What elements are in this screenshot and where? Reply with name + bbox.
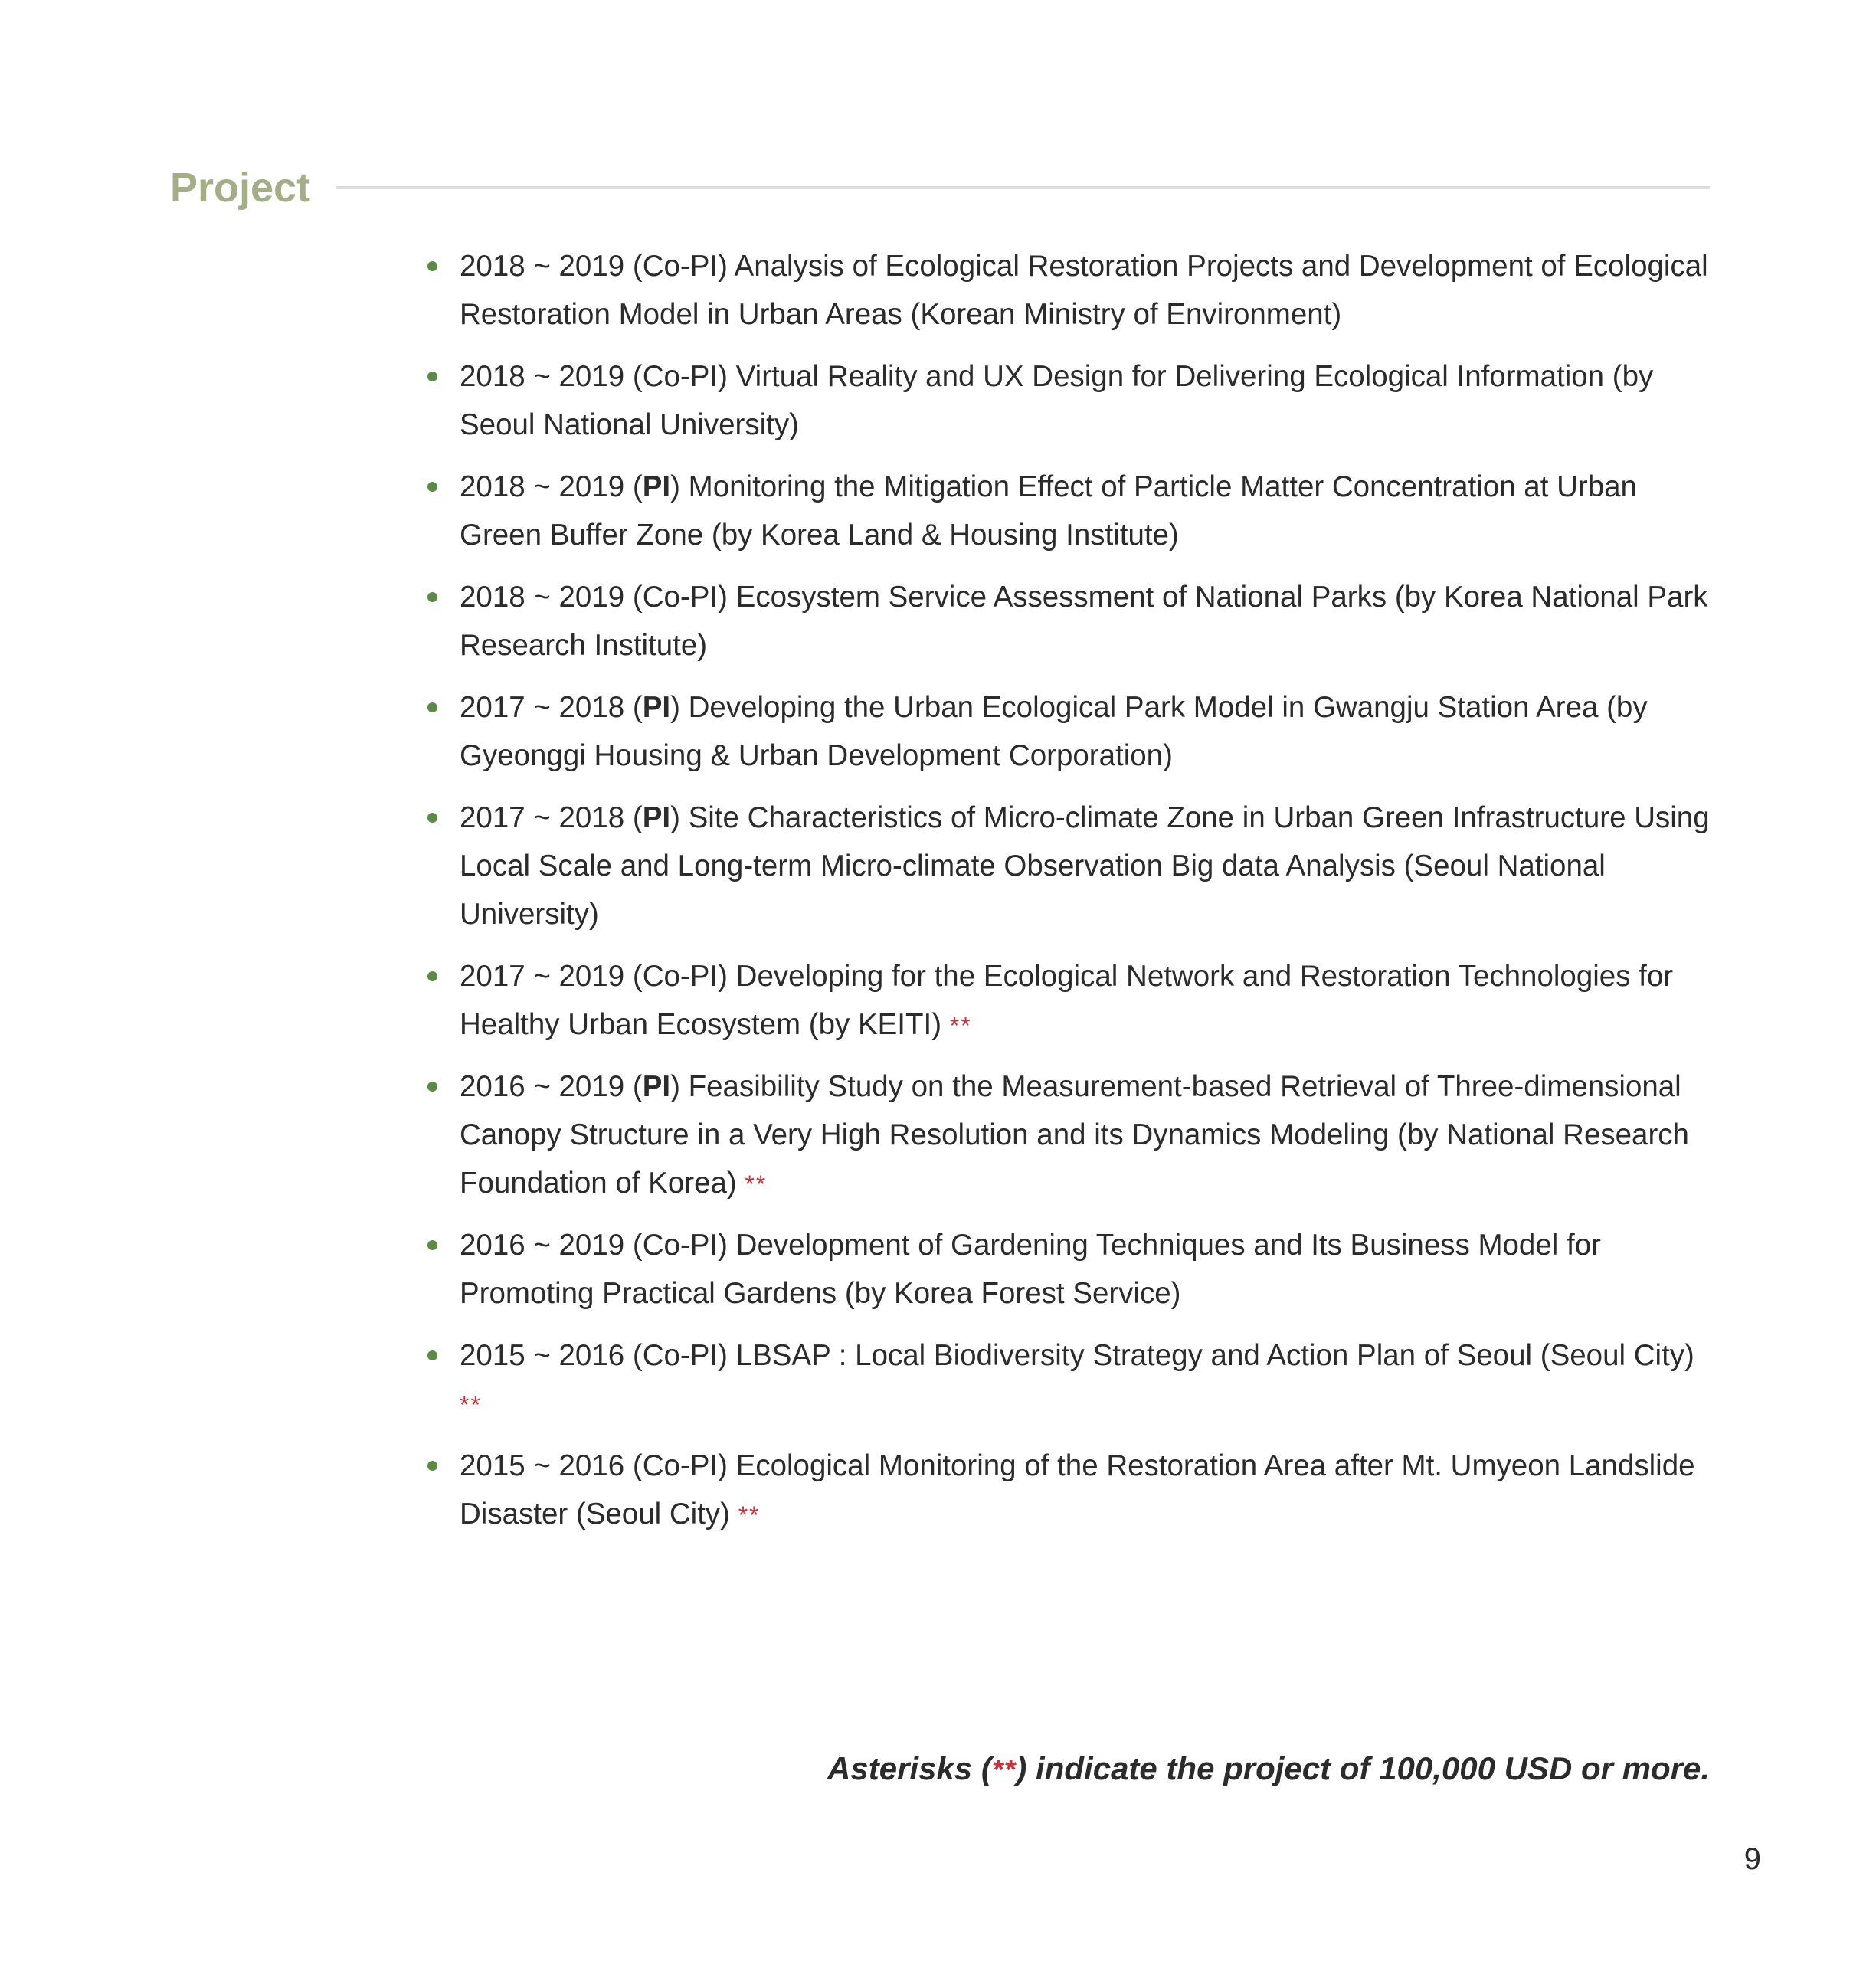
- project-role-wrap: (Co-PI): [632, 1339, 728, 1372]
- project-role-wrap: (PI): [632, 470, 680, 503]
- project-item: [425, 1221, 1712, 1319]
- funding-marker: **: [949, 1012, 972, 1039]
- bullet-icon: [427, 592, 437, 602]
- project-role-wrap: (Co-PI): [632, 581, 728, 614]
- project-role-wrap: (PI): [632, 691, 680, 724]
- project-title: Monitoring the Mitigation Effect of Particle Matter Concentration at Urban Green Buffer Zone (by Korea Land & Housing Institute): [460, 470, 1637, 552]
- footnote-marker: **: [991, 1754, 1017, 1786]
- section-title: Project: [170, 165, 311, 211]
- project-role: Co-PI: [642, 1449, 719, 1482]
- project-role: Co-PI: [642, 581, 719, 614]
- project-item: [425, 952, 1712, 1050]
- footnote-prefix: Asterisks (: [827, 1750, 992, 1786]
- project-title: Development of Gardening Techniques and Its Business Model for Promoting Practical Gardens (by Korea Forest Service): [460, 1229, 1601, 1310]
- project-title: Analysis of Ecological Restoration Projects and Development of Ecological Restoration Model in Urban Areas (Korean Ministry of Environment): [460, 250, 1708, 331]
- footnote: [827, 1750, 1710, 1787]
- project-role: Co-PI: [642, 960, 719, 993]
- page-number: 9: [1743, 1842, 1761, 1876]
- bullet-icon: [427, 813, 437, 823]
- bullet-icon: [427, 971, 437, 981]
- funding-marker: **: [738, 1501, 761, 1529]
- project-item: [425, 242, 1712, 340]
- bullet-icon: [427, 261, 437, 271]
- project-role: PI: [642, 1070, 671, 1103]
- project-item: [425, 683, 1712, 781]
- project-item: [425, 352, 1712, 450]
- project-years: 2016 ~ 2019: [460, 1229, 625, 1262]
- project-role: PI: [642, 801, 671, 834]
- project-years: 2016 ~ 2019: [460, 1070, 625, 1103]
- project-item: [425, 1442, 1712, 1540]
- project-role: Co-PI: [642, 1229, 719, 1262]
- project-role-wrap: (Co-PI): [632, 250, 728, 283]
- project-role-wrap: (Co-PI): [632, 1449, 728, 1482]
- project-title: Site Characteristics of Micro-climate Zone in Urban Green Infrastructure Using Local Scale and Long-term Micro-climate Observation Big data Analysis (Seoul National University): [460, 801, 1710, 931]
- project-years: 2015 ~ 2016: [460, 1449, 625, 1482]
- funding-marker: **: [460, 1391, 482, 1419]
- project-list: [425, 242, 1712, 1552]
- project-title: Ecosystem Service Assessment of National Parks (by Korea National Park Research Institute): [460, 581, 1708, 662]
- project-role-wrap: (PI): [632, 801, 680, 834]
- project-title: Ecological Monitoring of the Restoration Area after Mt. Umyeon Landslide Disaster (Seoul City): [460, 1449, 1695, 1530]
- bullet-icon: [427, 1082, 437, 1092]
- project-role: PI: [642, 470, 671, 503]
- project-title: Developing for the Ecological Network and Restoration Technologies for Healthy Urban Ecosystem (by KEITI): [460, 960, 1674, 1041]
- bullet-icon: [427, 702, 437, 712]
- project-role: PI: [642, 691, 671, 724]
- project-years: 2018 ~ 2019: [460, 581, 625, 614]
- section-divider: [336, 186, 1710, 189]
- project-years: 2017 ~ 2019: [460, 960, 625, 993]
- project-years: 2017 ~ 2018: [460, 691, 625, 724]
- bullet-icon: [427, 482, 437, 492]
- project-title: Feasibility Study on the Measurement-based Retrieval of Three-dimensional Canopy Structure in a Very High Resolution and its Dynamics Modeling (by National Research Foundation of Korea): [460, 1070, 1689, 1200]
- bullet-icon: [427, 372, 437, 381]
- project-years: 2018 ~ 2019: [460, 250, 625, 283]
- project-title: Virtual Reality and UX Design for Delivering Ecological Information (by Seoul National University): [460, 360, 1654, 441]
- section-header: [170, 157, 1710, 218]
- bullet-icon: [427, 1461, 437, 1471]
- project-item: [425, 1062, 1712, 1209]
- project-role: Co-PI: [642, 250, 719, 283]
- funding-marker: **: [745, 1170, 768, 1198]
- footnote-suffix: ) indicate the project of 100,000 USD or more.: [1016, 1750, 1710, 1786]
- project-role-wrap: (Co-PI): [632, 360, 728, 393]
- project-role-wrap: (Co-PI): [632, 960, 728, 993]
- project-years: 2018 ~ 2019: [460, 360, 625, 393]
- project-title: Developing the Urban Ecological Park Model in Gwangju Station Area (by Gyeonggi Housing & Urban Development Corporation): [460, 691, 1648, 772]
- project-role: Co-PI: [642, 1339, 719, 1372]
- project-years: 2018 ~ 2019: [460, 470, 625, 503]
- project-title: LBSAP : Local Biodiversity Strategy and Action Plan of Seoul (Seoul City): [735, 1339, 1694, 1372]
- bullet-icon: [427, 1240, 437, 1250]
- project-item: [425, 1331, 1712, 1429]
- project-years: 2015 ~ 2016: [460, 1339, 625, 1372]
- project-role: Co-PI: [642, 360, 719, 393]
- project-years: 2017 ~ 2018: [460, 801, 625, 834]
- project-role-wrap: (PI): [632, 1070, 680, 1103]
- project-item: [425, 794, 1712, 940]
- project-item: [425, 573, 1712, 671]
- project-item: [425, 463, 1712, 561]
- bullet-icon: [427, 1350, 437, 1360]
- project-role-wrap: (Co-PI): [632, 1229, 728, 1262]
